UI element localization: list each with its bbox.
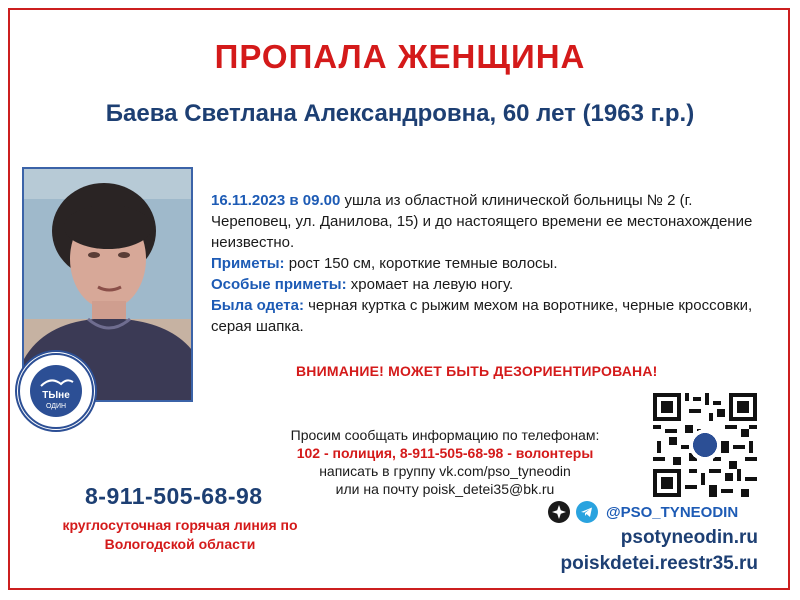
special-signs-text: хромает на левую ногу. [346, 276, 514, 293]
hotline-caption [40, 516, 320, 554]
special-signs-label: Особые приметы: [211, 276, 347, 293]
attention-warning: ВНИМАНИЕ! МОЖЕТ БЫТЬ ДЕЗОРИЕНТИРОВАНА! [296, 363, 658, 379]
hotline-phone[interactable]: 8-911-505-68-98 [85, 483, 263, 509]
contact-line-request: Просим сообщать информацию по телефонам: [290, 427, 600, 443]
hotline-caption-line1: круглосуточная горячая линия по [62, 517, 298, 533]
website-link-poiskdetei[interactable]: poiskdetei.reestr35.ru [560, 553, 758, 574]
social-handle[interactable]: @PSO_TYNEODIN [606, 503, 739, 521]
svg-text:ОДИН: ОДИН [45, 403, 67, 410]
vk-icon[interactable] [548, 501, 570, 523]
contact-info [255, 426, 635, 498]
clothes-text: черная куртка с рыжим мехом на воротнике, черные кроссовки, серая шапка. [211, 297, 753, 335]
svg-text:ТЫне: ТЫне [42, 390, 70, 401]
volunteer-logo-seal [15, 350, 97, 432]
signs-text: рост 150 см, короткие темные волосы. [284, 255, 558, 272]
circumstances-text: ушла из областной клинической больницы № 2 (г. Череповец, ул. Данилова, 15) и до настоящего времени ее местонахождение неизвестно. [211, 192, 753, 251]
contact-line-group[interactable]: написать в группу vk.com/pso_tyneodin [319, 463, 571, 479]
missing-date-time: 16.11.2023 в 09.00 [211, 192, 341, 209]
website-link-psotyneodin[interactable]: psotyneodin.ru [620, 527, 758, 548]
qr-code[interactable] [653, 393, 757, 497]
social-links [548, 501, 738, 523]
hotline-caption-line2: Вологодской области [104, 536, 256, 552]
clothes-label: Была одета: [211, 297, 304, 314]
contact-line-email[interactable]: или на почту poisk_detei35@bk.ru [335, 481, 555, 497]
poster-title: ПРОПАЛА ЖЕНЩИНА [214, 38, 586, 75]
missing-person-name: Баева Светлана Александровна, 60 лет (1963 г.р.) [105, 100, 695, 127]
description-block [211, 190, 776, 337]
telegram-icon[interactable] [576, 501, 598, 523]
contact-line-phones: 102 - полиция, 8-911-505-68-98 - волонтеры [296, 445, 594, 461]
signs-label: Приметы: [211, 255, 285, 272]
